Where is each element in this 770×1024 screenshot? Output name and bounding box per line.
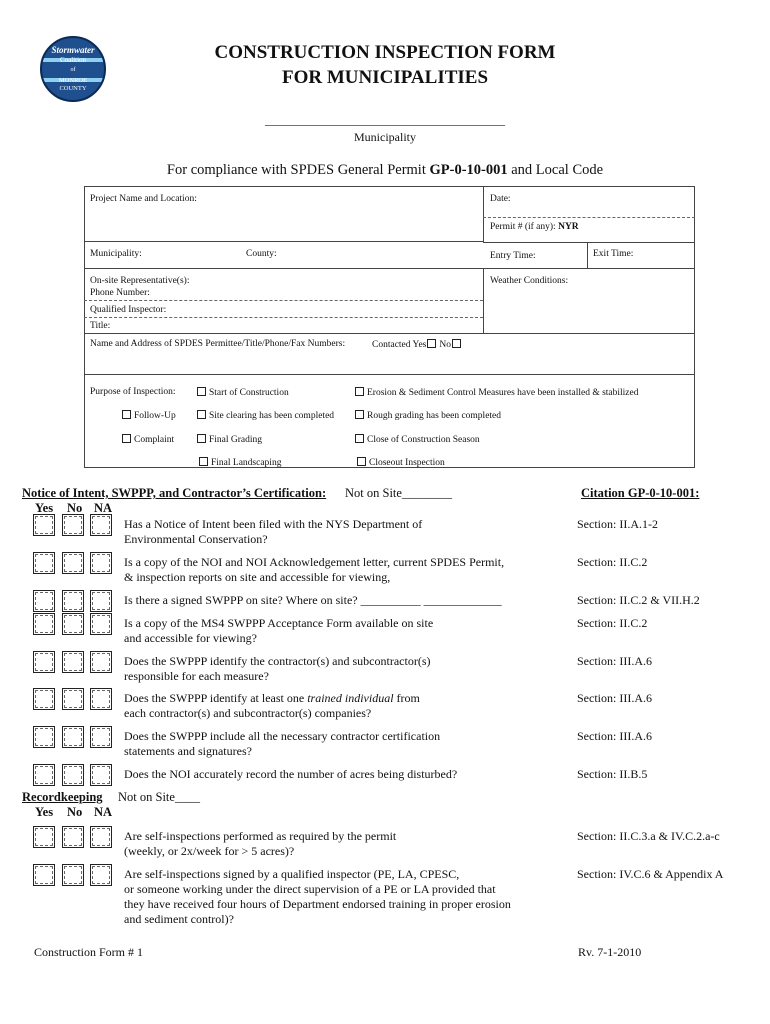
question-line [124, 844, 544, 859]
yes-checkbox[interactable] [33, 590, 55, 612]
question-line [124, 532, 544, 547]
no-checkbox[interactable] [62, 826, 84, 848]
exit-time-label: Exit Time: [593, 249, 634, 259]
purpose-start-label: Start of Construction [209, 388, 289, 398]
purpose-site-clearing[interactable] [197, 410, 334, 421]
question-line [124, 829, 544, 844]
question-text [124, 593, 544, 608]
citation-heading: Citation GP-0-10-001: [581, 486, 700, 500]
question-line [124, 867, 544, 882]
yes-checkbox[interactable] [33, 613, 55, 635]
no-checkbox[interactable] [62, 864, 84, 886]
yes-checkbox[interactable] [33, 688, 55, 710]
yes-checkbox[interactable] [33, 651, 55, 673]
na-checkbox[interactable] [90, 688, 112, 710]
compliance-post: and Local Code [507, 162, 604, 178]
question-text [124, 767, 544, 782]
question-text [124, 616, 544, 646]
contacted-no-label: No [439, 340, 451, 350]
logo-line3: of [70, 67, 76, 73]
purpose-erosion-label: Erosion & Sediment Control Measures have been installed & stabilized [367, 388, 639, 398]
qualified-inspector-label: Qualified Inspector: [90, 305, 167, 315]
compliance-permit: GP-0-10-001 [429, 162, 508, 178]
question-line [124, 691, 544, 706]
question-line-text: each contractor(s) and subcontractor(s) companies? [124, 706, 372, 720]
no-checkbox[interactable] [62, 726, 84, 748]
section2-heading: Recordkeeping [22, 790, 103, 804]
question-text [124, 829, 544, 859]
question-line [124, 912, 544, 927]
question-text [124, 654, 544, 684]
citation-section: Section: III.A.6 [577, 654, 652, 668]
purpose-rough-grading-label: Rough grading has been completed [367, 411, 502, 421]
phone-label: Phone Number: [90, 288, 150, 298]
question-line [124, 593, 544, 608]
na-checkbox[interactable] [90, 826, 112, 848]
question-line [124, 669, 544, 684]
contacted-yes-checkbox[interactable] [427, 339, 436, 348]
question-line [124, 517, 544, 532]
divider [483, 242, 695, 243]
checkbox[interactable] [197, 410, 206, 419]
citation-section: Section: II.B.5 [577, 767, 648, 781]
purpose-start[interactable] [197, 387, 289, 398]
contacted-label: Contacted Yes [372, 340, 427, 350]
question-line-text: Does the SWPPP include all the necessary contractor certification [124, 729, 441, 743]
question-text [124, 691, 544, 721]
question-line-text: Environmental Conservation? [124, 532, 268, 546]
na-header: NA [94, 805, 113, 819]
purpose-closeout-label: Closeout Inspection [369, 458, 445, 468]
na-checkbox[interactable] [90, 651, 112, 673]
question-line-text: and accessible for viewing? [124, 631, 257, 645]
checkbox[interactable] [199, 457, 208, 466]
na-checkbox[interactable] [90, 764, 112, 786]
question-line [124, 729, 544, 744]
no-header: No [67, 501, 83, 515]
checkbox[interactable] [197, 434, 206, 443]
na-header: NA [94, 501, 113, 515]
divider [587, 242, 588, 269]
question-line-text: and sediment control)? [124, 912, 234, 926]
na-checkbox[interactable] [90, 514, 112, 536]
divider [84, 374, 695, 375]
project-name-label: Project Name and Location: [90, 194, 197, 204]
purpose-followup-label: Follow-Up [134, 411, 176, 421]
purpose-final-grading[interactable] [197, 434, 262, 445]
citation-section: Section: III.A.6 [577, 691, 652, 705]
question-line-text: (weekly, or 2x/week for > 5 acres)? [124, 844, 295, 858]
logo-line2: Coalition [59, 56, 87, 64]
entry-time-label: Entry Time: [490, 251, 536, 261]
yes-checkbox[interactable] [33, 764, 55, 786]
logo-line5: COUNTY [59, 85, 87, 92]
question-line [124, 631, 544, 646]
question-line-text: & inspection reports on site and accessible for viewing, [124, 570, 391, 584]
logo-line4: MONROE [58, 77, 88, 84]
question-text [124, 517, 544, 547]
question-line-text: responsible for each measure? [124, 669, 269, 683]
citation-section: Section: II.C.2 [577, 616, 648, 630]
purpose-erosion[interactable] [355, 387, 638, 398]
citation-section: Section: II.A.1-2 [577, 517, 658, 531]
county-field-label: County: [246, 249, 277, 259]
municipality-line[interactable]: ________________________________________ [265, 113, 505, 127]
purpose-complaint-label: Complaint [134, 435, 175, 445]
purpose-closeout[interactable] [357, 457, 445, 468]
purpose-final-landscaping[interactable] [199, 457, 281, 468]
question-line-text: from [393, 691, 420, 705]
no-checkbox[interactable] [62, 764, 84, 786]
permittee-label: Name and Address of SPDES Permittee/Title/Phone/Fax Numbers: [90, 339, 346, 349]
question-text [124, 729, 544, 759]
yes-checkbox[interactable] [33, 514, 55, 536]
no-checkbox[interactable] [62, 613, 84, 635]
question-line [124, 570, 544, 585]
yes-checkbox[interactable] [33, 826, 55, 848]
question-line [124, 767, 544, 782]
divider [84, 300, 483, 301]
question-line [124, 555, 544, 570]
no-checkbox[interactable] [62, 688, 84, 710]
purpose-final-grading-label: Final Grading [209, 435, 263, 445]
question-line [124, 616, 544, 631]
yes-header: Yes [35, 805, 54, 819]
checkbox[interactable] [357, 457, 366, 466]
question-line [124, 706, 544, 721]
no-checkbox[interactable] [62, 651, 84, 673]
question-text [124, 555, 544, 585]
footer-form-number: Construction Form # 1 [34, 945, 144, 959]
checkbox[interactable] [122, 410, 131, 419]
municipality-label: Municipality [354, 130, 416, 144]
page-subtitle: FOR MUNICIPALITIES [281, 67, 489, 88]
date-label: Date: [490, 194, 511, 204]
permit-label: Permit # (if any): [490, 222, 556, 232]
page-title: CONSTRUCTION INSPECTION FORM [214, 42, 556, 63]
question-line-text: Does the NOI accurately record the number of acres being disturbed? [124, 767, 458, 781]
question-line [124, 897, 544, 912]
no-checkbox[interactable] [62, 552, 84, 574]
no-checkbox[interactable] [62, 590, 84, 612]
purpose-followup[interactable] [122, 410, 176, 421]
onsite-rep-label: On-site Representative(s): [90, 276, 190, 286]
yes-checkbox[interactable] [33, 552, 55, 574]
title-field-label: Title: [90, 321, 111, 331]
question-line-text: Does the SWPPP identify at least one [124, 691, 308, 705]
question-line-text: statements and signatures? [124, 744, 252, 758]
divider [84, 317, 483, 318]
contacted-field [372, 339, 464, 350]
purpose-label: Purpose of Inspection: [90, 387, 176, 397]
checkbox[interactable] [197, 387, 206, 396]
question-line-text: or someone working under the direct supervision of a PE or LA provided that [124, 882, 496, 896]
question-line-text: Has a Notice of Intent been filed with the NYS Department of [124, 517, 423, 531]
municipality-field-label: Municipality: [90, 249, 142, 259]
logo-line1: Stormwater [51, 45, 95, 55]
na-checkbox[interactable] [90, 590, 112, 612]
yes-header: Yes [35, 501, 54, 515]
citation-section: Section: IV.C.6 & Appendix A [577, 867, 724, 881]
question-line [124, 654, 544, 669]
section2-not-on-site[interactable]: Not on Site____ [118, 790, 200, 804]
yes-checkbox[interactable] [33, 864, 55, 886]
question-line [124, 882, 544, 897]
question-line-text: Is there a signed SWPPP on site? Where on site? __________ _____________ [124, 593, 502, 607]
citation-section: Section: III.A.6 [577, 729, 652, 743]
checkbox[interactable] [355, 434, 364, 443]
citation-section: Section: II.C.2 [577, 555, 648, 569]
divider [483, 217, 695, 218]
na-checkbox[interactable] [90, 613, 112, 635]
purpose-complaint[interactable] [122, 434, 174, 445]
checkbox[interactable] [355, 410, 364, 419]
weather-label: Weather Conditions: [490, 276, 569, 286]
compliance-pre: For compliance with SPDES General Permit [166, 162, 430, 178]
checkbox[interactable] [355, 387, 364, 396]
question-line-text: they have received four hours of Department endorsed training in proper erosion [124, 897, 511, 911]
divider [84, 268, 695, 269]
permit-field[interactable] [490, 222, 579, 232]
purpose-site-clearing-label: Site clearing has been completed [209, 411, 335, 421]
citation-section: Section: II.C.2 & VII.H.2 [577, 593, 700, 607]
yes-checkbox[interactable] [33, 726, 55, 748]
question-line-text: Is a copy of the NOI and NOI Acknowledgement letter, current SPDES Permit, [124, 555, 505, 569]
footer-revision: Rv. 7-1-2010 [578, 945, 642, 959]
citation-section: Section: II.C.3.a & IV.C.2.a-c [577, 829, 720, 843]
section1-heading: Notice of Intent, SWPPP, and Contractor’s Certification: [22, 486, 327, 500]
question-line-text: Does the SWPPP identify the contractor(s) and subcontractor(s) [124, 654, 431, 668]
question-line-text: Is a copy of the MS4 SWPPP Acceptance Form available on site [124, 616, 434, 630]
purpose-final-landscaping-label: Final Landscaping [211, 458, 282, 468]
na-checkbox[interactable] [90, 726, 112, 748]
question-text [124, 867, 544, 927]
purpose-rough-grading[interactable] [355, 410, 501, 421]
contacted-no-checkbox[interactable] [452, 339, 461, 348]
no-checkbox[interactable] [62, 514, 84, 536]
divider [84, 333, 695, 334]
divider [483, 268, 484, 334]
question-line-text: Are self-inspections performed as required by the permit [124, 829, 397, 843]
question-emphasis: trained individual [307, 691, 394, 705]
no-header: No [67, 805, 83, 819]
question-line [124, 744, 544, 759]
section1-not-on-site[interactable]: Not on Site________ [345, 486, 452, 500]
compliance-statement [0, 162, 770, 179]
purpose-close-season-label: Close of Construction Season [367, 435, 480, 445]
na-checkbox[interactable] [90, 552, 112, 574]
permit-value: NYR [558, 222, 579, 232]
checkbox[interactable] [122, 434, 131, 443]
na-checkbox[interactable] [90, 864, 112, 886]
purpose-close-season[interactable] [355, 434, 480, 445]
question-line-text: Are self-inspections signed by a qualified inspector (PE, LA, CPESC, [124, 867, 460, 881]
